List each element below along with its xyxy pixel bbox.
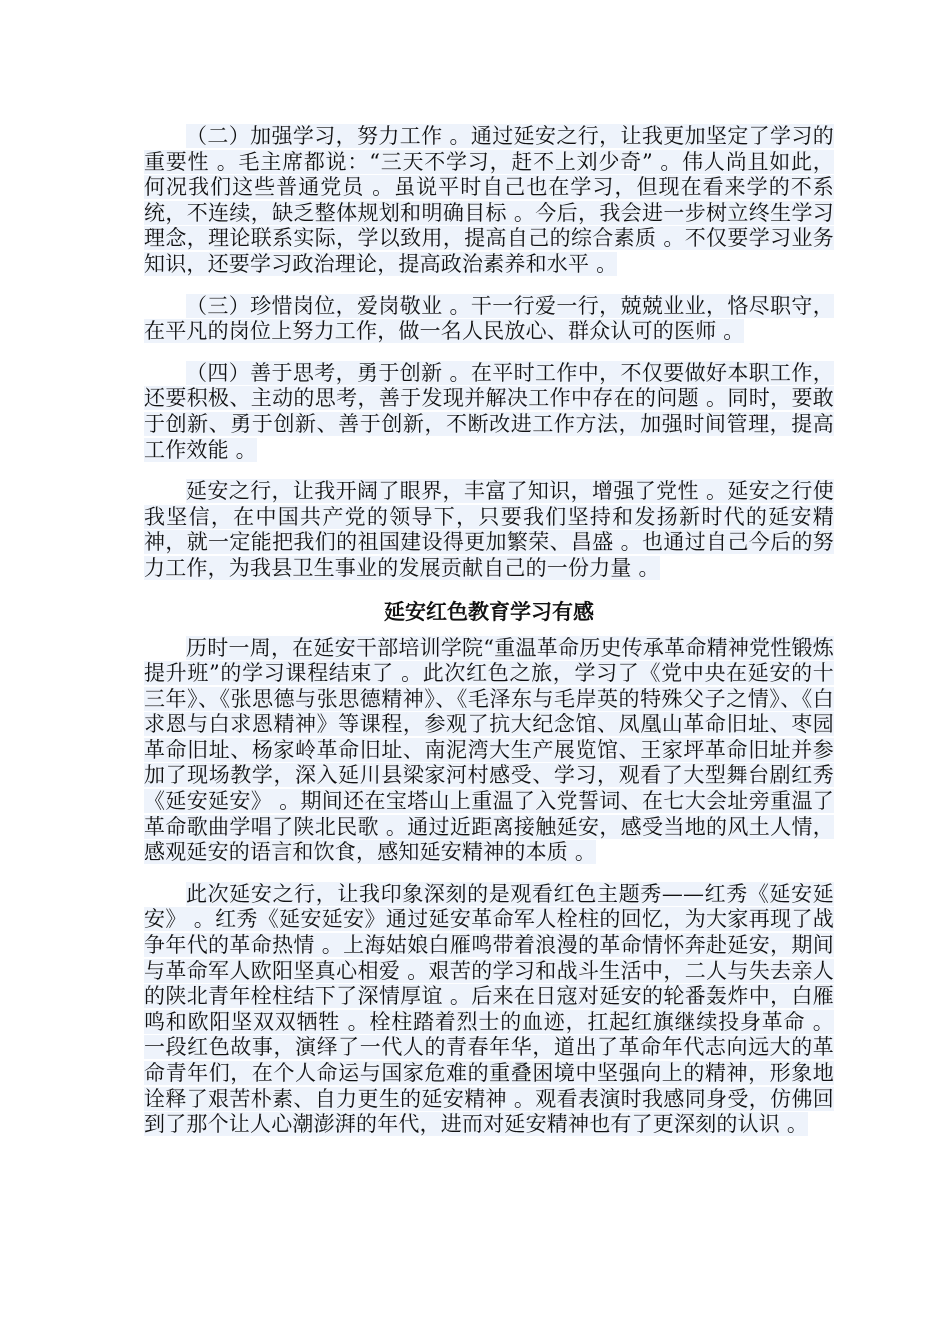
- document-body: [144, 124, 834, 1154]
- paragraph-dedication-text: （三）珍惜岗位，爱岗敬业 。干一行爱一行，兢兢业业，恪尽职守，在平凡的岗位上努力工作，做一名人民放心、群众认可的医师 。: [144, 293, 834, 344]
- paragraph-conclusion: [144, 479, 834, 581]
- paragraph-course-summary-text: 历时一周，在延安干部培训学院“重温革命历史传承革命精神党性锻炼提升班”的学习课程结束了 。此次红色之旅，学习了《党中央在延安的十三年》、《张思德与张思德精神》、《毛泽东与毛岸英的特殊父子之情》、《白求恩与白求恩精神》等课程，参观了抗大纪念馆、凤凰山革命旧址、枣园革命旧址、杨家岭革命旧址、南泥湾大生产展览馆、王家坪革命旧址并参加了现场教学，深入延川县梁家河村感受、学习，观看了大型舞台剧红秀《延安延安》 。期间还在宝塔山上重温了入党誓词、在七大会址旁重温了革命歌曲学唱了陕北民歌 。通过近距离接触延安，感受当地的风土人情，感观延安的语言和饮食，感知延安精神的本质 。: [144, 635, 834, 865]
- paragraph-conclusion-text: 延安之行，让我开阔了眼界，丰富了知识，增强了党性 。延安之行使我坚信，在中国共产党的领导下，只要我们坚持和发扬新时代的延安精神，就一定能把我们的祖国建设得更加繁荣、昌盛 。也通过自己今后的努力工作，为我县卫生事业的发展贡献自己的一份力量 。: [144, 479, 834, 580]
- paragraph-performance: [144, 882, 834, 1138]
- paragraph-study-text: （二）加强学习，努力工作 。通过延安之行，让我更加坚定了学习的重要性 。毛主席都说：“三天不学习，赶不上刘少奇” 。伟人尚且如此，何况我们这些普通党员 。虽说平时自己也在学习，但现在看来学的不系统，不连续，缺乏整体规划和明确目标 。今后，我会进一步树立终生学习理念，理论联系实际，学以致用，提高自己的综合素质 。不仅要学习业务知识，还要学习政治理论，提高政治素养和水平 。: [144, 124, 834, 276]
- paragraph-dedication: [144, 294, 834, 345]
- paragraph-innovation: [144, 361, 834, 463]
- section-title: 延安红色教育学习有感: [384, 599, 594, 624]
- paragraph-innovation-text: （四）善于思考，勇于创新 。在平时工作中，不仅要做好本职工作，还要积极、主动的思考，善于发现并解决工作中存在的问题 。同时，要敢于创新、勇于创新、善于创新，不断改进工作方法，加强时间管理，提高工作效能 。: [144, 360, 834, 462]
- paragraph-performance-text: 此次延安之行，让我印象深刻的是观看红色主题秀——红秀《延安延安》 。红秀《延安延安》通过延安革命军人栓柱的回忆，为大家再现了战争年代的革命热情 。上海姑娘白雁鸣带着浪漫的革命情怀奔赴延安，期间与革命军人欧阳坚真心相爱 。艰苦的学习和战斗生活中，二人与失去亲人的陕北青年栓柱结下了深情厚谊 。后来在日寇对延安的轮番轰炸中，白雁鸣和欧阳坚双双牺牲 。栓柱踏着烈士的血迹，扛起红旗继续投身革命 。一段红色故事，演绎了一代人的青春年华，道出了革命年代志向远大的革命青年们，在个人命运与国家危难的重叠困境中坚强向上的精神，形象地诠释了艰苦朴素、自力更生的延安精神 。观看表演时我感同身受，仿佛回到了那个让人心潮澎湃的年代，进而对延安精神也有了更深刻的认识 。: [144, 881, 834, 1137]
- paragraph-course-summary: [144, 636, 834, 866]
- paragraph-study: [144, 124, 834, 278]
